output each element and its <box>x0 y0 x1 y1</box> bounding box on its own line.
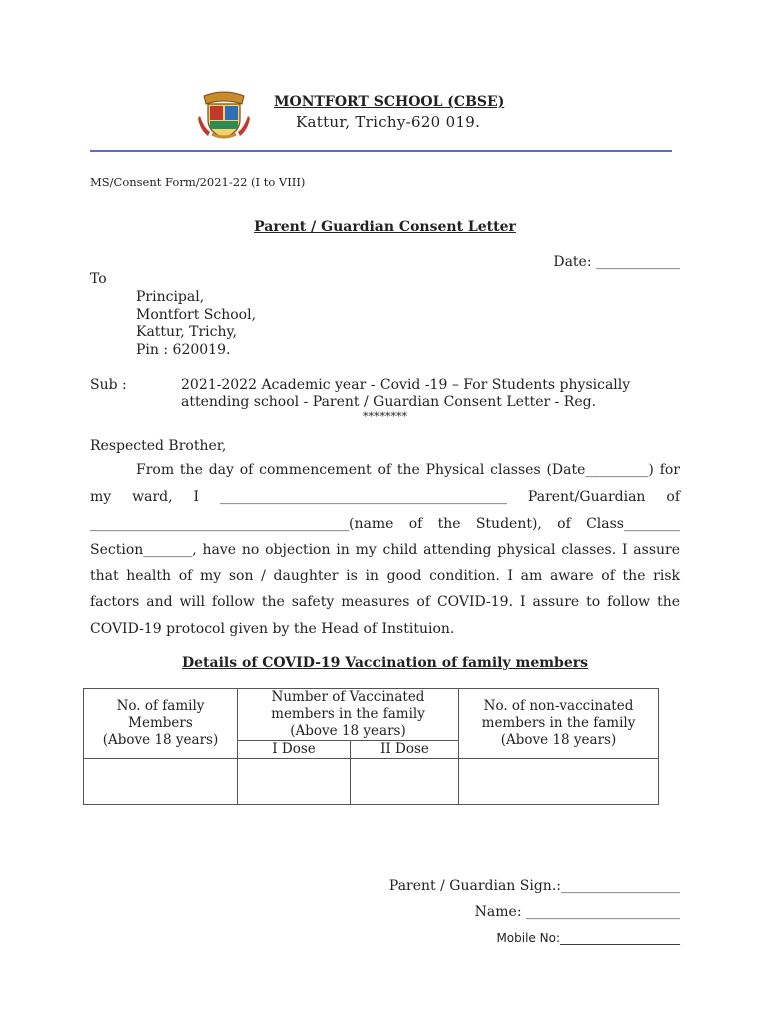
recipient-line: Montfort School, <box>136 307 257 323</box>
subject-line: attending school - Parent / Guardian Consent Letter - Reg. <box>181 394 597 410</box>
body-line: _____________________________________(name of the Student), of Class________ <box>90 516 680 532</box>
recipient-line: Principal, <box>136 289 205 305</box>
date-line: Date: ____________ <box>553 254 680 270</box>
cell-family-members[interactable] <box>84 759 238 805</box>
cell-dose-1[interactable] <box>238 759 351 805</box>
subject-text <box>181 377 651 411</box>
cell-non-vaccinated[interactable] <box>459 759 659 805</box>
body-line-text: From the day of commencement of the Physical classes (Date_________) for <box>136 462 680 478</box>
body-line: COVID-19 protocol given by the Head of Instituion. <box>90 621 455 637</box>
header-divider <box>90 150 672 152</box>
to-label: To <box>90 271 107 287</box>
header-vaccinated: Number of Vaccinated members in the family (Above 18 years) <box>238 689 459 741</box>
cell-dose-2[interactable] <box>351 759 459 805</box>
name-field[interactable]: Name: ______________________ <box>474 904 680 920</box>
school-address: Kattur, Trichy-620 019. <box>296 113 481 131</box>
vaccination-table <box>83 688 659 805</box>
details-title: Details of COVID-19 Vaccination of family members <box>182 655 588 671</box>
body-line: that health of my son / daughter is in good condition. I am aware of the risk <box>90 568 680 584</box>
form-code: MS/Consent Form/2021-22 (I to VIII) <box>90 175 306 189</box>
table-header-row <box>84 689 659 741</box>
subject-stars: ******** <box>363 410 407 423</box>
header-family-members: No. of family Members (Above 18 years) <box>84 689 238 759</box>
subject-label: Sub : <box>90 377 127 393</box>
letter-title: Parent / Guardian Consent Letter <box>254 219 516 235</box>
header-dose-2: II Dose <box>351 741 459 759</box>
school-name: MONTFORT SCHOOL (CBSE) <box>274 94 505 110</box>
body-line <box>90 462 680 478</box>
recipient-line: Pin : 620019. <box>136 342 231 358</box>
header-dose-1: I Dose <box>238 741 351 759</box>
subject-line: 2021-2022 Academic year - Covid -19 – For Students physically <box>181 377 631 393</box>
body-line: factors and will follow the safety measures of COVID-19. I assure to follow the <box>90 594 680 610</box>
school-crest-icon <box>198 86 250 140</box>
table-row <box>84 759 659 805</box>
guardian-sign-field[interactable]: Parent / Guardian Sign.:_________________ <box>388 878 680 894</box>
recipient-line: Kattur, Trichy, <box>136 324 237 340</box>
body-line: my ward, I _________________________________________ Parent/Guardian of <box>90 489 680 505</box>
salutation: Respected Brother, <box>90 438 227 454</box>
header-non-vaccinated: No. of non-vaccinated members in the family (Above 18 years) <box>459 689 659 759</box>
mobile-field[interactable]: Mobile No:____________________ <box>496 931 680 945</box>
body-line: Section_______, have no objection in my child attending physical classes. I assure <box>90 542 680 558</box>
